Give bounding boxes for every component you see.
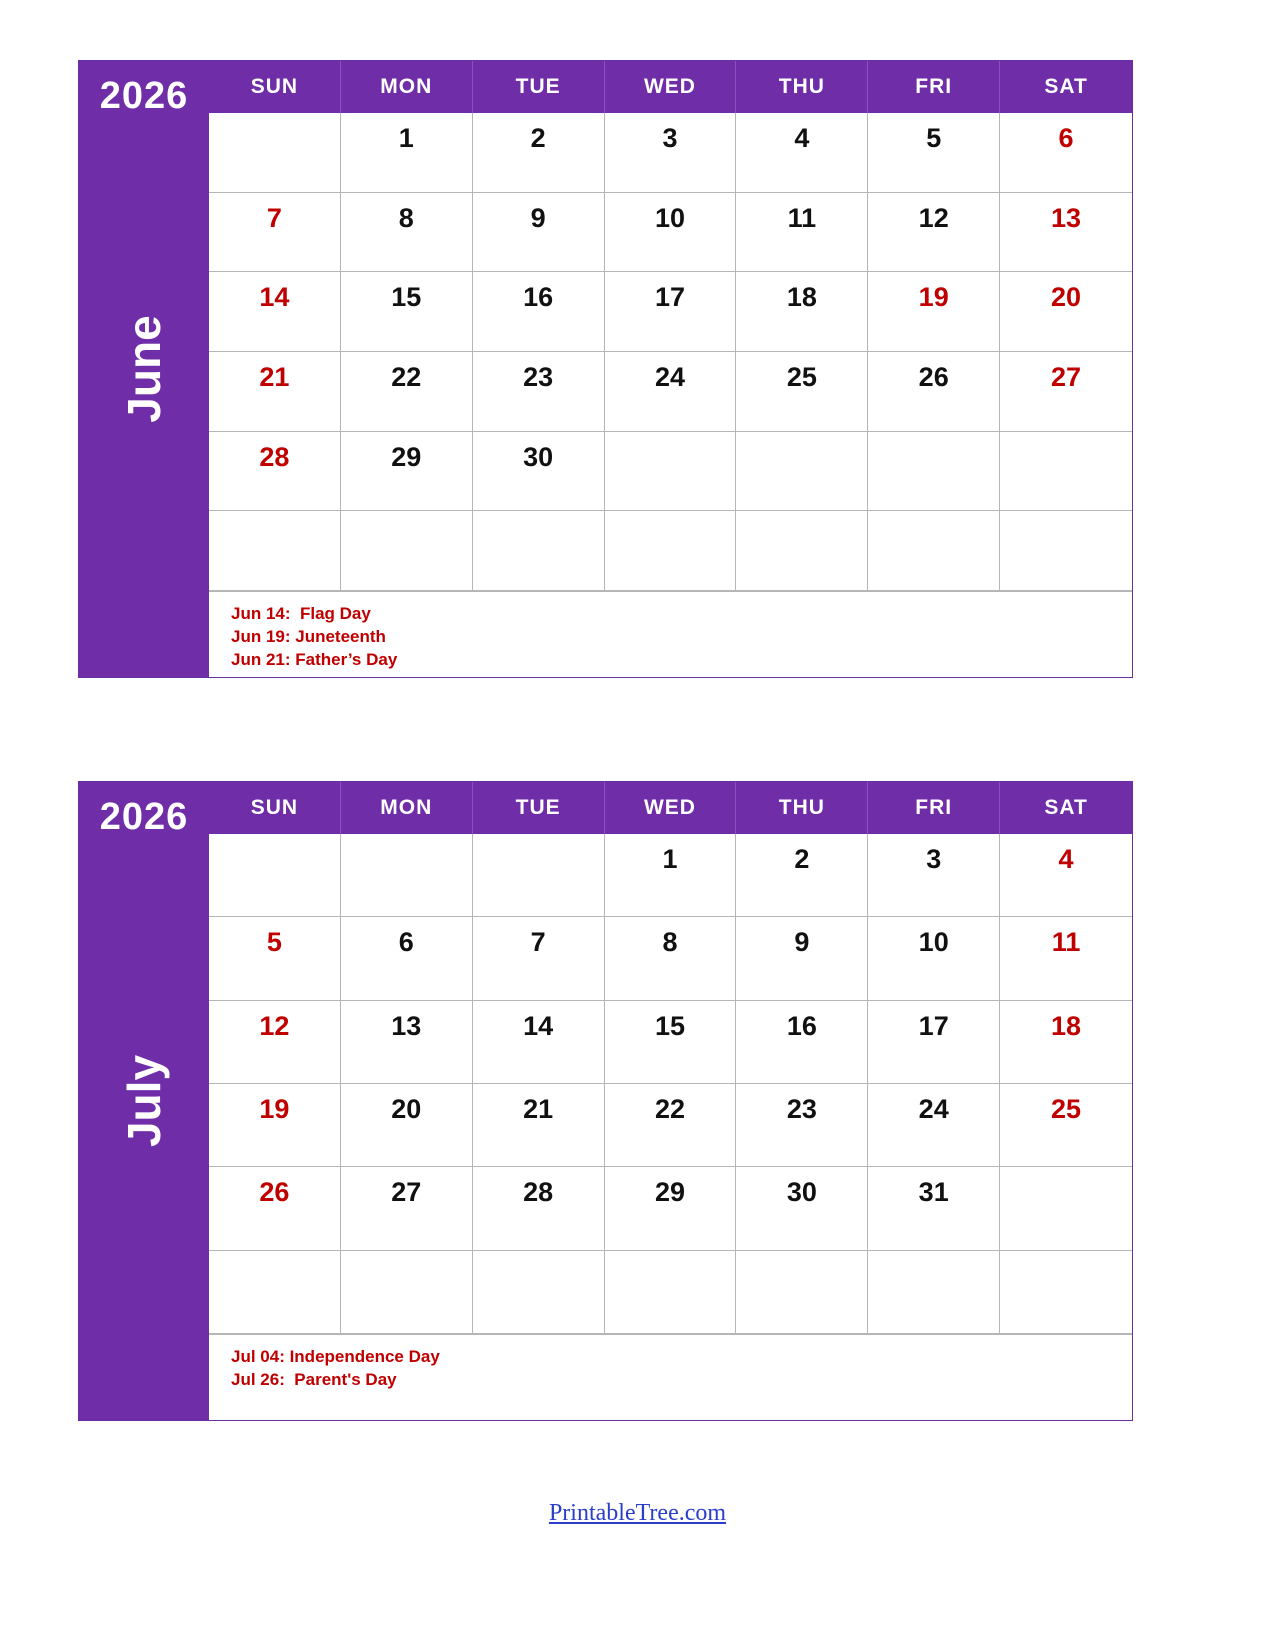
day-cell[interactable] bbox=[473, 193, 605, 273]
month-label-june: June bbox=[118, 315, 170, 423]
day-number: 26 bbox=[259, 1177, 290, 1208]
day-number: 16 bbox=[786, 1010, 817, 1041]
day-cell[interactable] bbox=[1000, 1167, 1132, 1250]
weekday-header-row-june bbox=[209, 61, 1132, 113]
day-cell[interactable] bbox=[341, 272, 473, 352]
day-cell[interactable] bbox=[605, 1001, 737, 1084]
day-cell[interactable] bbox=[736, 511, 868, 591]
day-cell[interactable] bbox=[473, 352, 605, 432]
calendar-grid-june bbox=[209, 61, 1132, 677]
day-number: 30 bbox=[786, 1177, 817, 1208]
day-cell[interactable] bbox=[736, 272, 868, 352]
day-cell[interactable] bbox=[605, 272, 737, 352]
day-cell[interactable] bbox=[868, 1251, 1000, 1334]
weekday-mon: MON bbox=[341, 61, 473, 113]
day-cell[interactable] bbox=[341, 917, 473, 1000]
day-cell[interactable] bbox=[736, 432, 868, 512]
day-cell[interactable] bbox=[736, 1001, 868, 1084]
day-number: 28 bbox=[259, 441, 290, 472]
weekday-fri: FRI bbox=[868, 782, 1000, 834]
weekday-mon: MON bbox=[341, 782, 473, 834]
day-cell[interactable] bbox=[736, 1251, 868, 1334]
day-number: 1 bbox=[398, 123, 414, 153]
day-cell[interactable] bbox=[605, 352, 737, 432]
year-label-june: 2026 bbox=[99, 75, 189, 117]
day-cell[interactable] bbox=[736, 113, 868, 193]
day-cell[interactable] bbox=[1000, 511, 1132, 591]
holiday-notes-july bbox=[209, 1334, 1132, 1420]
month-calendar-july bbox=[78, 781, 1133, 1421]
day-number: 17 bbox=[654, 282, 686, 313]
holiday-note: Jun 19: Juneteenth bbox=[231, 627, 386, 646]
day-cell[interactable] bbox=[605, 113, 737, 193]
day-cell[interactable] bbox=[736, 834, 868, 917]
day-number: 27 bbox=[391, 1177, 422, 1208]
day-number: 19 bbox=[259, 1093, 290, 1124]
day-cell[interactable] bbox=[209, 1251, 341, 1334]
day-cell[interactable] bbox=[1000, 917, 1132, 1000]
weekday-sun: SUN bbox=[209, 61, 341, 113]
day-number: 28 bbox=[523, 1177, 554, 1208]
day-cell[interactable] bbox=[341, 1084, 473, 1167]
day-number: 24 bbox=[918, 1093, 949, 1124]
weekday-sat: SAT bbox=[1044, 796, 1088, 819]
day-number: 21 bbox=[259, 362, 290, 393]
day-cell[interactable] bbox=[868, 1084, 1000, 1167]
day-cell[interactable] bbox=[209, 834, 341, 917]
day-cell[interactable] bbox=[341, 193, 473, 273]
weekday-sat: SAT bbox=[1044, 75, 1088, 98]
weekday-tue: TUE bbox=[473, 782, 605, 834]
day-cell[interactable] bbox=[341, 834, 473, 917]
day-number: 10 bbox=[918, 927, 949, 958]
day-number: 12 bbox=[918, 202, 949, 233]
day-cell[interactable] bbox=[605, 1251, 737, 1334]
day-number: 27 bbox=[1051, 362, 1082, 393]
day-number: 25 bbox=[786, 362, 817, 393]
day-cell[interactable] bbox=[736, 193, 868, 273]
day-number: 9 bbox=[794, 927, 810, 958]
day-number: 14 bbox=[523, 1010, 554, 1041]
week-row bbox=[209, 1084, 1132, 1167]
day-number: 17 bbox=[918, 1010, 949, 1041]
day-cell[interactable] bbox=[1000, 193, 1132, 273]
day-cell[interactable] bbox=[605, 834, 737, 917]
day-number: 23 bbox=[786, 1093, 817, 1124]
day-cell[interactable] bbox=[209, 1001, 341, 1084]
day-number: 18 bbox=[786, 282, 817, 313]
day-cell[interactable] bbox=[209, 917, 341, 1000]
weekday-fri: FRI bbox=[868, 61, 1000, 113]
day-number: 14 bbox=[259, 282, 290, 313]
day-cell[interactable] bbox=[341, 511, 473, 591]
day-number: 11 bbox=[787, 202, 817, 233]
week-row bbox=[209, 1167, 1132, 1250]
day-cell[interactable] bbox=[341, 352, 473, 432]
day-number: 19 bbox=[918, 282, 949, 313]
day-number: 13 bbox=[1051, 202, 1082, 233]
day-cell[interactable] bbox=[473, 917, 605, 1000]
day-number: 12 bbox=[259, 1010, 290, 1041]
day-cell[interactable] bbox=[209, 1167, 341, 1250]
day-cell[interactable] bbox=[605, 511, 737, 591]
day-number: 21 bbox=[523, 1093, 554, 1124]
day-cell[interactable] bbox=[605, 432, 737, 512]
day-cell[interactable] bbox=[868, 1167, 1000, 1250]
day-number: 13 bbox=[391, 1010, 422, 1041]
week-row bbox=[209, 834, 1132, 917]
day-cell[interactable] bbox=[473, 113, 605, 193]
day-number: 9 bbox=[530, 202, 546, 233]
week-row bbox=[209, 1001, 1132, 1084]
day-cell[interactable] bbox=[868, 352, 1000, 432]
day-cell[interactable] bbox=[1000, 1001, 1132, 1084]
day-cell[interactable] bbox=[868, 834, 1000, 917]
day-cell[interactable] bbox=[1000, 1251, 1132, 1334]
day-cell[interactable] bbox=[868, 193, 1000, 273]
week-rows-july bbox=[209, 834, 1132, 1334]
day-number: 18 bbox=[1051, 1010, 1082, 1041]
week-row bbox=[209, 432, 1132, 512]
week-rows-june bbox=[209, 113, 1132, 591]
day-cell[interactable] bbox=[605, 1084, 737, 1167]
weekday-sun: SUN bbox=[209, 782, 341, 834]
weekday-wed: WED bbox=[605, 782, 737, 834]
day-cell[interactable] bbox=[868, 272, 1000, 352]
day-cell[interactable] bbox=[1000, 432, 1132, 512]
day-cell[interactable] bbox=[209, 352, 341, 432]
day-number: 23 bbox=[523, 362, 554, 393]
weekday-header-row-july bbox=[209, 782, 1132, 834]
day-cell[interactable] bbox=[605, 1167, 737, 1250]
day-cell[interactable] bbox=[868, 511, 1000, 591]
day-number: 1 bbox=[662, 844, 678, 874]
day-cell[interactable] bbox=[209, 113, 341, 193]
day-cell[interactable] bbox=[473, 1167, 605, 1250]
day-number: 22 bbox=[654, 1093, 686, 1124]
holiday-note: Jun 21: Father’s Day bbox=[231, 650, 398, 669]
day-cell[interactable] bbox=[341, 1001, 473, 1084]
day-number: 22 bbox=[391, 362, 422, 393]
day-number: 24 bbox=[654, 362, 686, 393]
week-row bbox=[209, 511, 1132, 591]
weekday-thu: THU bbox=[736, 782, 868, 834]
month-calendar-june bbox=[78, 60, 1133, 678]
day-number: 8 bbox=[662, 927, 678, 958]
day-cell[interactable] bbox=[868, 432, 1000, 512]
day-number: 6 bbox=[1058, 123, 1074, 153]
day-cell[interactable] bbox=[1000, 113, 1132, 193]
day-number: 2 bbox=[530, 123, 546, 153]
day-number: 29 bbox=[654, 1177, 686, 1208]
footer bbox=[0, 1500, 1275, 1527]
day-number: 15 bbox=[391, 282, 422, 313]
day-number: 8 bbox=[398, 202, 414, 233]
printabletree-link[interactable]: PrintableTree.com bbox=[548, 1500, 727, 1526]
day-number: 2 bbox=[794, 844, 810, 874]
day-cell[interactable] bbox=[341, 432, 473, 512]
day-number: 4 bbox=[1058, 844, 1074, 874]
day-number: 30 bbox=[523, 441, 554, 472]
day-cell[interactable] bbox=[868, 1001, 1000, 1084]
day-number: 29 bbox=[391, 441, 422, 472]
month-spine-june bbox=[79, 61, 209, 677]
day-cell[interactable] bbox=[473, 511, 605, 591]
day-number: 3 bbox=[662, 123, 678, 153]
day-cell[interactable] bbox=[1000, 272, 1132, 352]
day-cell[interactable] bbox=[1000, 1084, 1132, 1167]
day-number: 10 bbox=[654, 202, 686, 233]
day-cell[interactable] bbox=[209, 272, 341, 352]
day-cell[interactable] bbox=[1000, 834, 1132, 917]
day-cell[interactable] bbox=[736, 352, 868, 432]
week-row bbox=[209, 1251, 1132, 1334]
month-spine-july bbox=[79, 782, 209, 1420]
day-number: 5 bbox=[926, 123, 942, 153]
day-cell[interactable] bbox=[341, 1251, 473, 1334]
day-cell[interactable] bbox=[473, 834, 605, 917]
day-cell[interactable] bbox=[736, 1084, 868, 1167]
week-row bbox=[209, 352, 1132, 432]
holiday-notes-june bbox=[209, 591, 1132, 677]
weekday-wed: WED bbox=[605, 61, 737, 113]
calendar-grid-july bbox=[209, 782, 1132, 1420]
holiday-note: Jul 26: Parent's Day bbox=[231, 1370, 397, 1389]
year-label-july: 2026 bbox=[99, 796, 189, 838]
day-cell[interactable] bbox=[473, 1251, 605, 1334]
week-row bbox=[209, 193, 1132, 273]
day-number: 4 bbox=[794, 123, 810, 153]
week-row bbox=[209, 272, 1132, 352]
day-number: 3 bbox=[926, 844, 942, 874]
day-number: 16 bbox=[523, 282, 554, 313]
day-cell[interactable] bbox=[736, 1167, 868, 1250]
day-cell[interactable] bbox=[209, 511, 341, 591]
day-number: 11 bbox=[1051, 927, 1081, 958]
day-cell[interactable] bbox=[868, 917, 1000, 1000]
day-cell[interactable] bbox=[473, 1084, 605, 1167]
weekday-tue: TUE bbox=[473, 61, 605, 113]
day-cell[interactable] bbox=[341, 1167, 473, 1250]
day-cell[interactable] bbox=[341, 113, 473, 193]
day-number: 5 bbox=[266, 927, 282, 958]
day-cell[interactable] bbox=[736, 917, 868, 1000]
day-cell[interactable] bbox=[209, 432, 341, 512]
day-cell[interactable] bbox=[209, 1084, 341, 1167]
day-number: 26 bbox=[918, 362, 949, 393]
week-row bbox=[209, 113, 1132, 193]
day-cell[interactable] bbox=[473, 1001, 605, 1084]
holiday-note: Jun 14: Flag Day bbox=[231, 604, 371, 623]
day-number: 20 bbox=[391, 1093, 422, 1124]
day-number: 7 bbox=[266, 202, 282, 233]
day-cell[interactable] bbox=[473, 432, 605, 512]
month-label-july: July bbox=[118, 1054, 170, 1148]
weekday-thu: THU bbox=[736, 61, 868, 113]
day-cell[interactable] bbox=[1000, 352, 1132, 432]
day-number: 15 bbox=[654, 1010, 686, 1041]
day-number: 7 bbox=[530, 927, 546, 958]
day-cell[interactable] bbox=[473, 272, 605, 352]
day-cell[interactable] bbox=[605, 193, 737, 273]
day-cell[interactable] bbox=[605, 917, 737, 1000]
day-cell[interactable] bbox=[209, 193, 341, 273]
day-cell[interactable] bbox=[868, 113, 1000, 193]
day-number: 6 bbox=[398, 927, 414, 958]
holiday-note: Jul 04: Independence Day bbox=[231, 1347, 440, 1366]
week-row bbox=[209, 917, 1132, 1000]
day-number: 31 bbox=[918, 1177, 949, 1208]
day-number: 25 bbox=[1051, 1093, 1082, 1124]
day-number: 20 bbox=[1051, 282, 1082, 313]
